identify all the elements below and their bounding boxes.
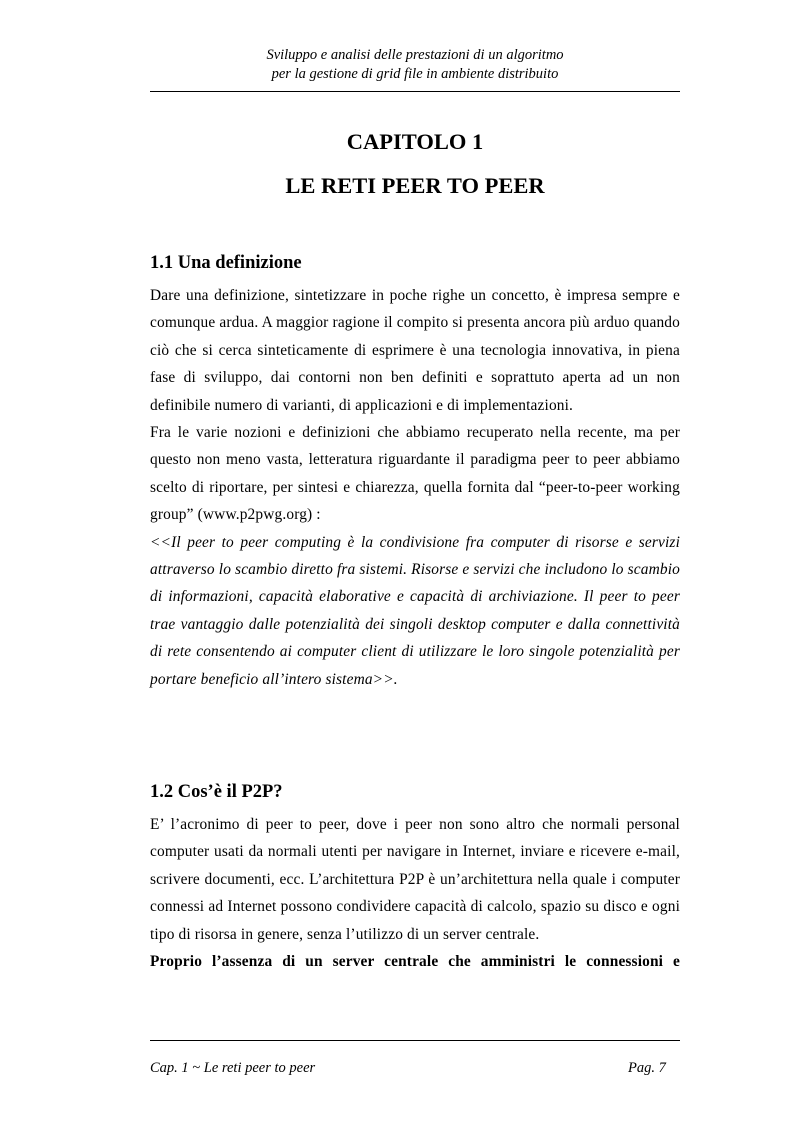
footer-chapter-label: Cap. 1 ~ Le reti peer to peer (150, 1060, 316, 1076)
header-line-2: per la gestione di grid file in ambiente distribuito (271, 66, 559, 82)
section-heading-1-1: 1.1 Una definizione (150, 253, 302, 273)
section-1-2-body (150, 811, 680, 975)
footer-divider (150, 1040, 680, 1041)
section-1-1-body (150, 282, 680, 693)
paragraph-definition-intro: Dare una definizione, sintetizzare in poche righe un concetto, è impresa sempre e comunque ardua. A maggior ragione il compito si presenta ancora più arduo quando ciò che si cerca sinteticamente di esprimere è una tecnologia innovativa, in piena fase di sviluppo, dai contorni non ben definiti e soprattuto aperta ad un non definibile numero di varianti, di applicazioni e di implementazioni. (150, 287, 680, 414)
paragraph-p2p-acronym: E’ l’acronimo di peer to peer, dove i peer non sono altro che normali personal computer usati da normali utenti per navigare in Internet, inviare e ricevere e-mail, scrivere documenti, ecc. L’architettura P2P è un’architettura nella quale i computer connessi ad Internet possono condividere capacità di calcolo, spazio su disco e ogni tipo di risorsa in genere, senza l’utilizzo di un server centrale. (150, 816, 680, 943)
paragraph-bold-continuation: Proprio l’assenza di un server centrale che amministri le connessioni e (150, 953, 680, 971)
header-divider (150, 91, 680, 92)
chapter-title: LE RETI PEER TO PEER (285, 173, 545, 198)
header-line-1: Sviluppo e analisi delle prestazioni di un algoritmo (266, 47, 564, 63)
quoted-definition: <<Il peer to peer computing è la condivisione fra computer di risorse e servizi attraverso lo scambio diretto fra sistemi. Risorse e servizi che includono lo scambio di informazioni, capacità elaborative e capacità di archiviazione. Il peer to peer trae vantaggio dalle potenzialità dei singoli desktop computer e dalla connettività di rete consentendo ai computer client di utilizzare le loro singole potenzialità per portare beneficio all’intero sistema>>. (150, 533, 680, 688)
paragraph-definition-source: Fra le varie nozioni e definizioni che abbiamo recuperato nella recente, ma per questo non meno vasta, letteratura riguardante il paradigma peer to peer abbiamo scelto di riportare, per sintesi e chiarezza, quella fornita dal “peer-to-peer working group” (www.p2pwg.org) : (150, 424, 680, 524)
chapter-number: CAPITOLO 1 (346, 129, 484, 154)
footer-page-number: Pag. 7 (628, 1060, 666, 1076)
running-header (150, 46, 680, 84)
section-heading-1-2: 1.2 Cos’è il P2P? (150, 782, 283, 802)
